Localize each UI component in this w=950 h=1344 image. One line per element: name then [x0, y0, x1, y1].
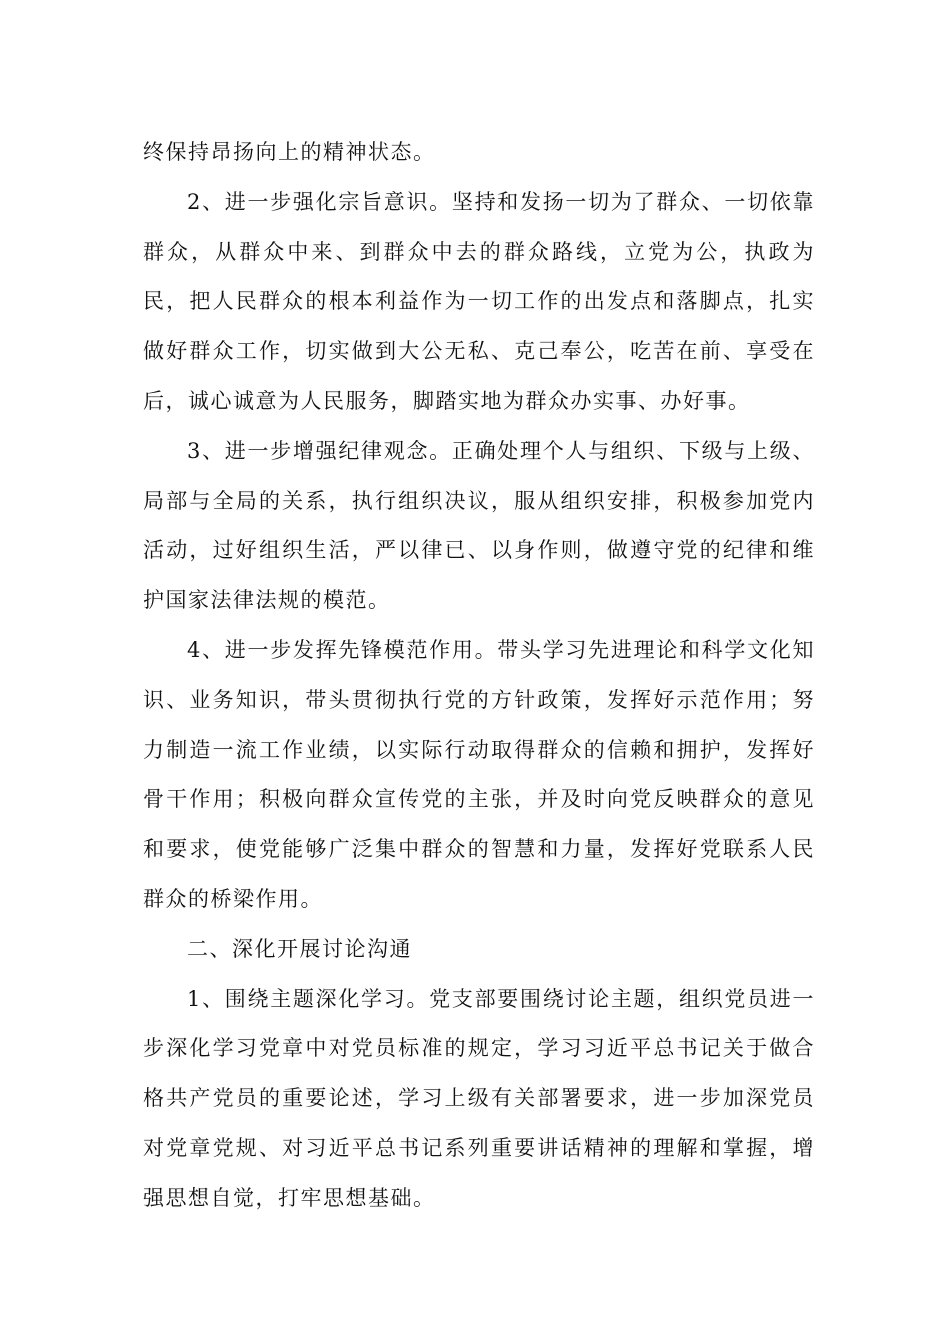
paragraph-item-3: 3、进一步增强纪律观念。正确处理个人与组织、下级与上级、局部与全局的关系，执行组织决议，服从组织安排，积极参加党内活动，过好组织生活，严以律已、以身作则，做遵守党的纪律和维护国家法律法规的模范。 — [143, 438, 815, 613]
document-body — [143, 128, 815, 1224]
paragraph-item-2: 2、进一步强化宗旨意识。坚持和发扬一切为了群众、一切依靠群众，从群众中来、到群众中去的群众路线，立党为公，执政为民，把人民群众的根本利益作为一切工作的出发点和落脚点，扎实做好群众工作，切实做到大公无私、克己奉公，吃苦在前、享受在后，诚心诚意为人民服务，脚踏实地为群众办实事、办好事。 — [143, 189, 815, 413]
paragraph-section2-item-1: 1、围绕主题深化学习。党支部要围绕讨论主题，组织党员进一步深化学习党章中对党员标准的规定，学习习近平总书记关于做合格共产党员的重要论述，学习上级有关部署要求，进一步加深党员对党章党规、对习近平总书记系列重要讲话精神的理解和掌握，增强思想自觉，打牢思想基础。 — [143, 986, 815, 1210]
paragraph-continuation: 终保持昂扬向上的精神状态。 — [143, 140, 436, 164]
section-heading: 二、深化开展讨论沟通 — [187, 936, 412, 961]
paragraph-item-4: 4、进一步发挥先锋模范作用。带头学习先进理论和科学文化知识、业务知识，带头贯彻执行党的方针政策，发挥好示范作用；努力制造一流工作业绩，以实际行动取得群众的信赖和拥护，发挥好骨干作用；积极向群众宣传党的主张，并及时向党反映群众的意见和要求，使党能够广泛集中群众的智慧和力量，发挥好党联系人民群众的桥梁作用。 — [143, 637, 815, 911]
